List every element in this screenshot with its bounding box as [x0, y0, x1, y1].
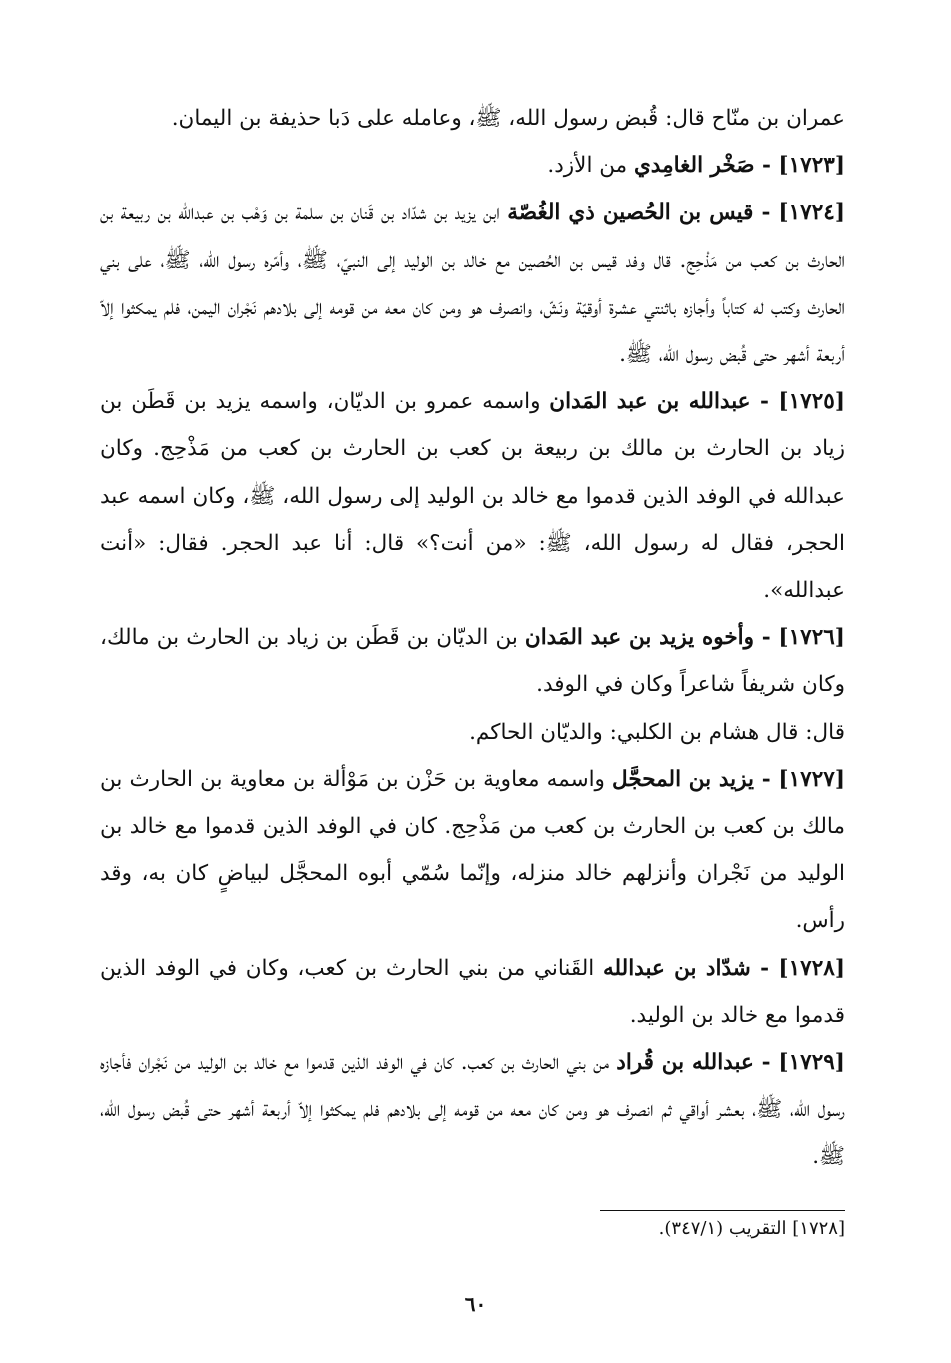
entry-body: القَناني من بني الحارث بن كعب، وكان في الوفد الذين قدموا مع خالد بن الوليد.: [100, 955, 845, 1028]
entry-body: من الأزد.: [547, 153, 634, 179]
main-text: [100, 95, 845, 1181]
entry-1723: [100, 142, 845, 189]
footnote-divider: [600, 1210, 845, 1211]
entry-1728: [100, 945, 845, 1039]
entry-1729: [100, 1039, 845, 1181]
entry-1727: [100, 756, 845, 945]
entry-heading: [١٧٢٨] - شدّاد بن عبدالله: [603, 955, 845, 981]
entry-1726: [100, 614, 845, 708]
entry-1724: [100, 189, 845, 378]
entry-heading: [١٧٢٤] - قيس بن الحُصين ذي الغُصّة: [507, 200, 846, 226]
entry-heading: [١٧٢٥] - عبدالله بن عبد المَدان: [549, 389, 845, 415]
entry-1725: [100, 378, 845, 614]
entry-body: من بني الحارث بن كعب. كان في الوفد الذين قدموا مع خالد بن الوليد من نَجْران فأجازه رسول الله، ﷺ، بعشر أواقي ثم انصرف هو ومن كان معه من قومه إلى بلادهم فلم يمكثوا إلاّ أربعة أشهر حتى قُبض رسول الله، ﷺ.: [100, 1050, 845, 1170]
entry-heading: [١٧٢٦] - وأخوه يزيد بن عبد المَدان: [524, 625, 845, 651]
entry-body: قال: قال هشام بن الكلبي: والديّان الحاكم.: [469, 719, 845, 745]
footnote: [١٧٢٨] التقريب (٣٤٧/١).: [658, 1218, 845, 1239]
page-number: ٦٠: [464, 1292, 487, 1316]
entry-heading: [١٧٢٩] - عبدالله بن قُراد: [616, 1050, 845, 1076]
entry-body: ابن يزيد بن شدّاد بن قَنان بن سلمة بن وَهْب بن عبدالله بن ربيعة بن الحارث بن كعب من مَذْحِج. قال وفد قيس بن الحُصين مع خالد بن الوليد إلى النبيّ، ﷺ، وأمّره رسول الله، ﷺ، على بني الحارث وكتب له كتاباً وأجازه باثنتي عشرة أوقيّة ونَشّ، وانصرف هو ومن كان معه من قومه إلى بلادهم نَجْران اليمن، فلم يمكثوا إلاّ أربعة أشهر حتى قُبض رسول الله، ﷺ.: [100, 200, 845, 368]
entry-heading: [١٧٢٣] - صَخْر الغامِدي: [633, 153, 845, 179]
entry-heading: [١٧٢٧] - يزيد بن المحجَّل: [612, 766, 845, 792]
entry-body: واسمه عمرو بن الديّان، واسمه يزيد بن قَطَن بن زياد بن الحارث بن مالك بن ربيعة بن كعب بن الحارث بن كعب من مَذْحِج. وكان عبدالله في الوفد الذين قدموا مع خالد بن الوليد إلى رسول الله، ﷺ، وكان اسمه عبد الحجر، فقال له رسول الله، ﷺ: «من أنت؟» قال: أنا عبد الحجر. فقال: «أنت عبدالله».: [100, 389, 845, 604]
intro-paragraph: عمران بن منّاح قال: قُبض رسول الله، ﷺ، وعامله على دَبا حذيفة بن اليمان.: [171, 106, 845, 131]
entry-body: واسمه معاوية بن حَزْن بن مَوْألة بن معاوية بن الحارث بن مالك بن كعب بن الحارث بن كعب من مَذْحِج. كان في الوفد الذين قدموا مع خالد بن الوليد من نَجْران وأنزلهم خالد منزله، وإنّما سُمّي أبوه المحجَّل لبياضٍ كان به، وقد رأس.: [100, 766, 845, 934]
note-paragraph: [100, 709, 845, 756]
entry-body: بن الديّان بن قَطَن بن زياد بن الحارث بن مالك، وكان شريفاً شاعراً وكان في الوفد.: [100, 625, 845, 698]
